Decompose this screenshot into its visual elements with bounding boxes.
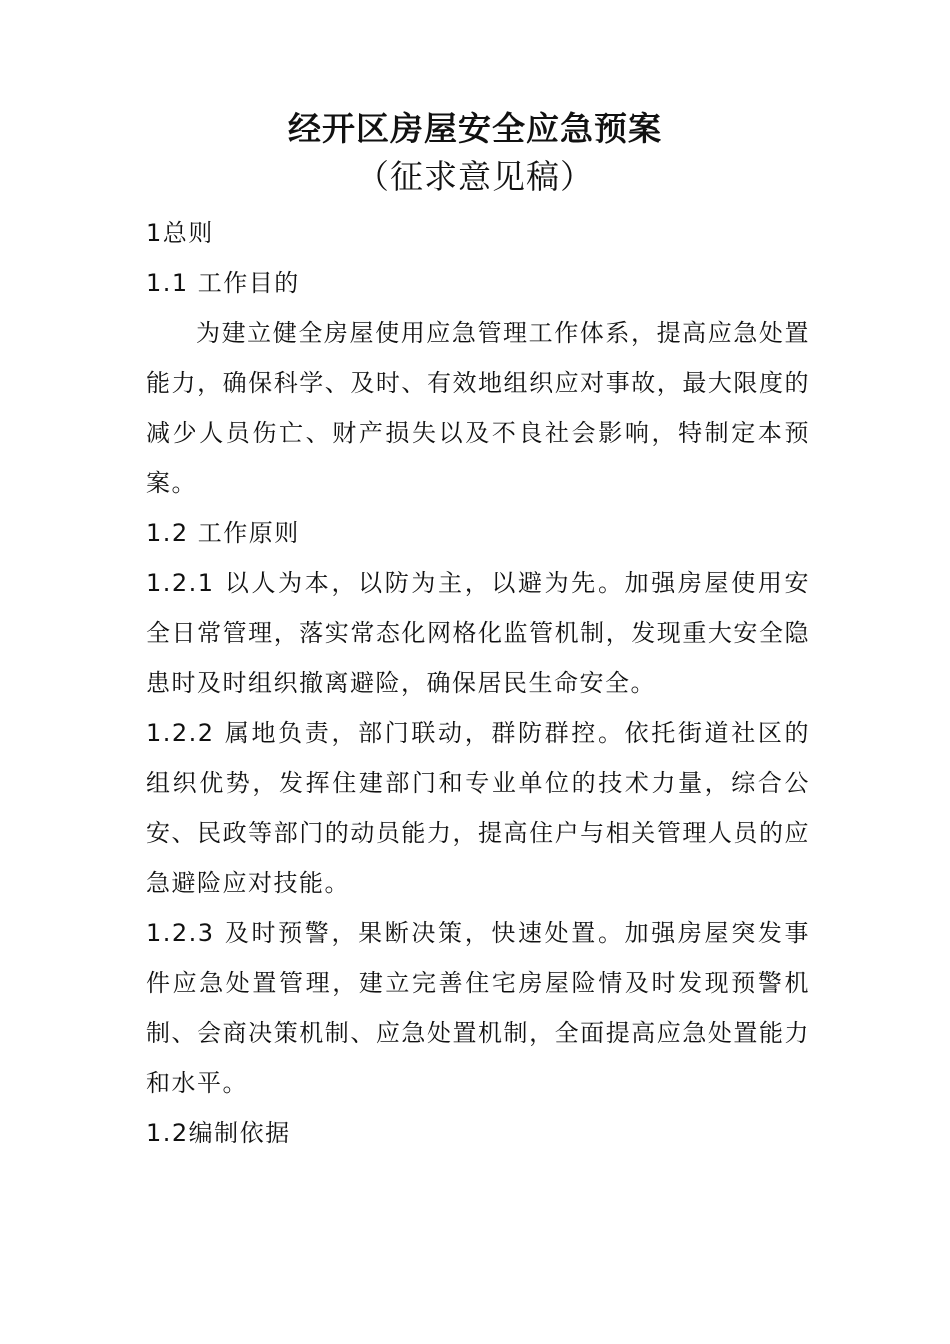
paragraph-principle-3: 1.2.3 及时预警，果断决策，快速处置。加强房屋突发事件应急处置管理，建立完善住宅房屋险情及时发现预警机制、会商决策机制、应急处置机制，全面提高应急处置能力和水平。 xyxy=(146,919,810,1097)
section-heading-general: 1总则 xyxy=(146,219,214,247)
section-heading-purpose: 1.1 工作目的 xyxy=(146,269,300,297)
section-heading-principles: 1.2 工作原则 xyxy=(146,519,300,547)
document-body xyxy=(146,208,810,1158)
paragraph-principle-1: 1.2.1 以人为本，以防为主，以避为先。加强房屋使用安全日常管理，落实常态化网格化监管机制，发现重大安全隐患时及时组织撤离避险，确保居民生命安全。 xyxy=(146,569,810,697)
section-heading-basis: 1.2编制依据 xyxy=(146,1119,291,1147)
document-title: 经开区房屋安全应急预案 xyxy=(288,109,662,148)
paragraph-principle-2: 1.2.2 属地负责，部门联动，群防群控。依托街道社区的组织优势，发挥住建部门和专业单位的技术力量，综合公安、民政等部门的动员能力，提高住户与相关管理人员的应急避险应对技能。 xyxy=(146,719,810,897)
document-subtitle: （征求意见稿） xyxy=(356,157,594,196)
paragraph-purpose: 为建立健全房屋使用应急管理工作体系，提高应急处置能力，确保科学、及时、有效地组织应对事故，最大限度的减少人员伤亡、财产损失以及不良社会影响，特制定本预案。 xyxy=(146,319,810,497)
